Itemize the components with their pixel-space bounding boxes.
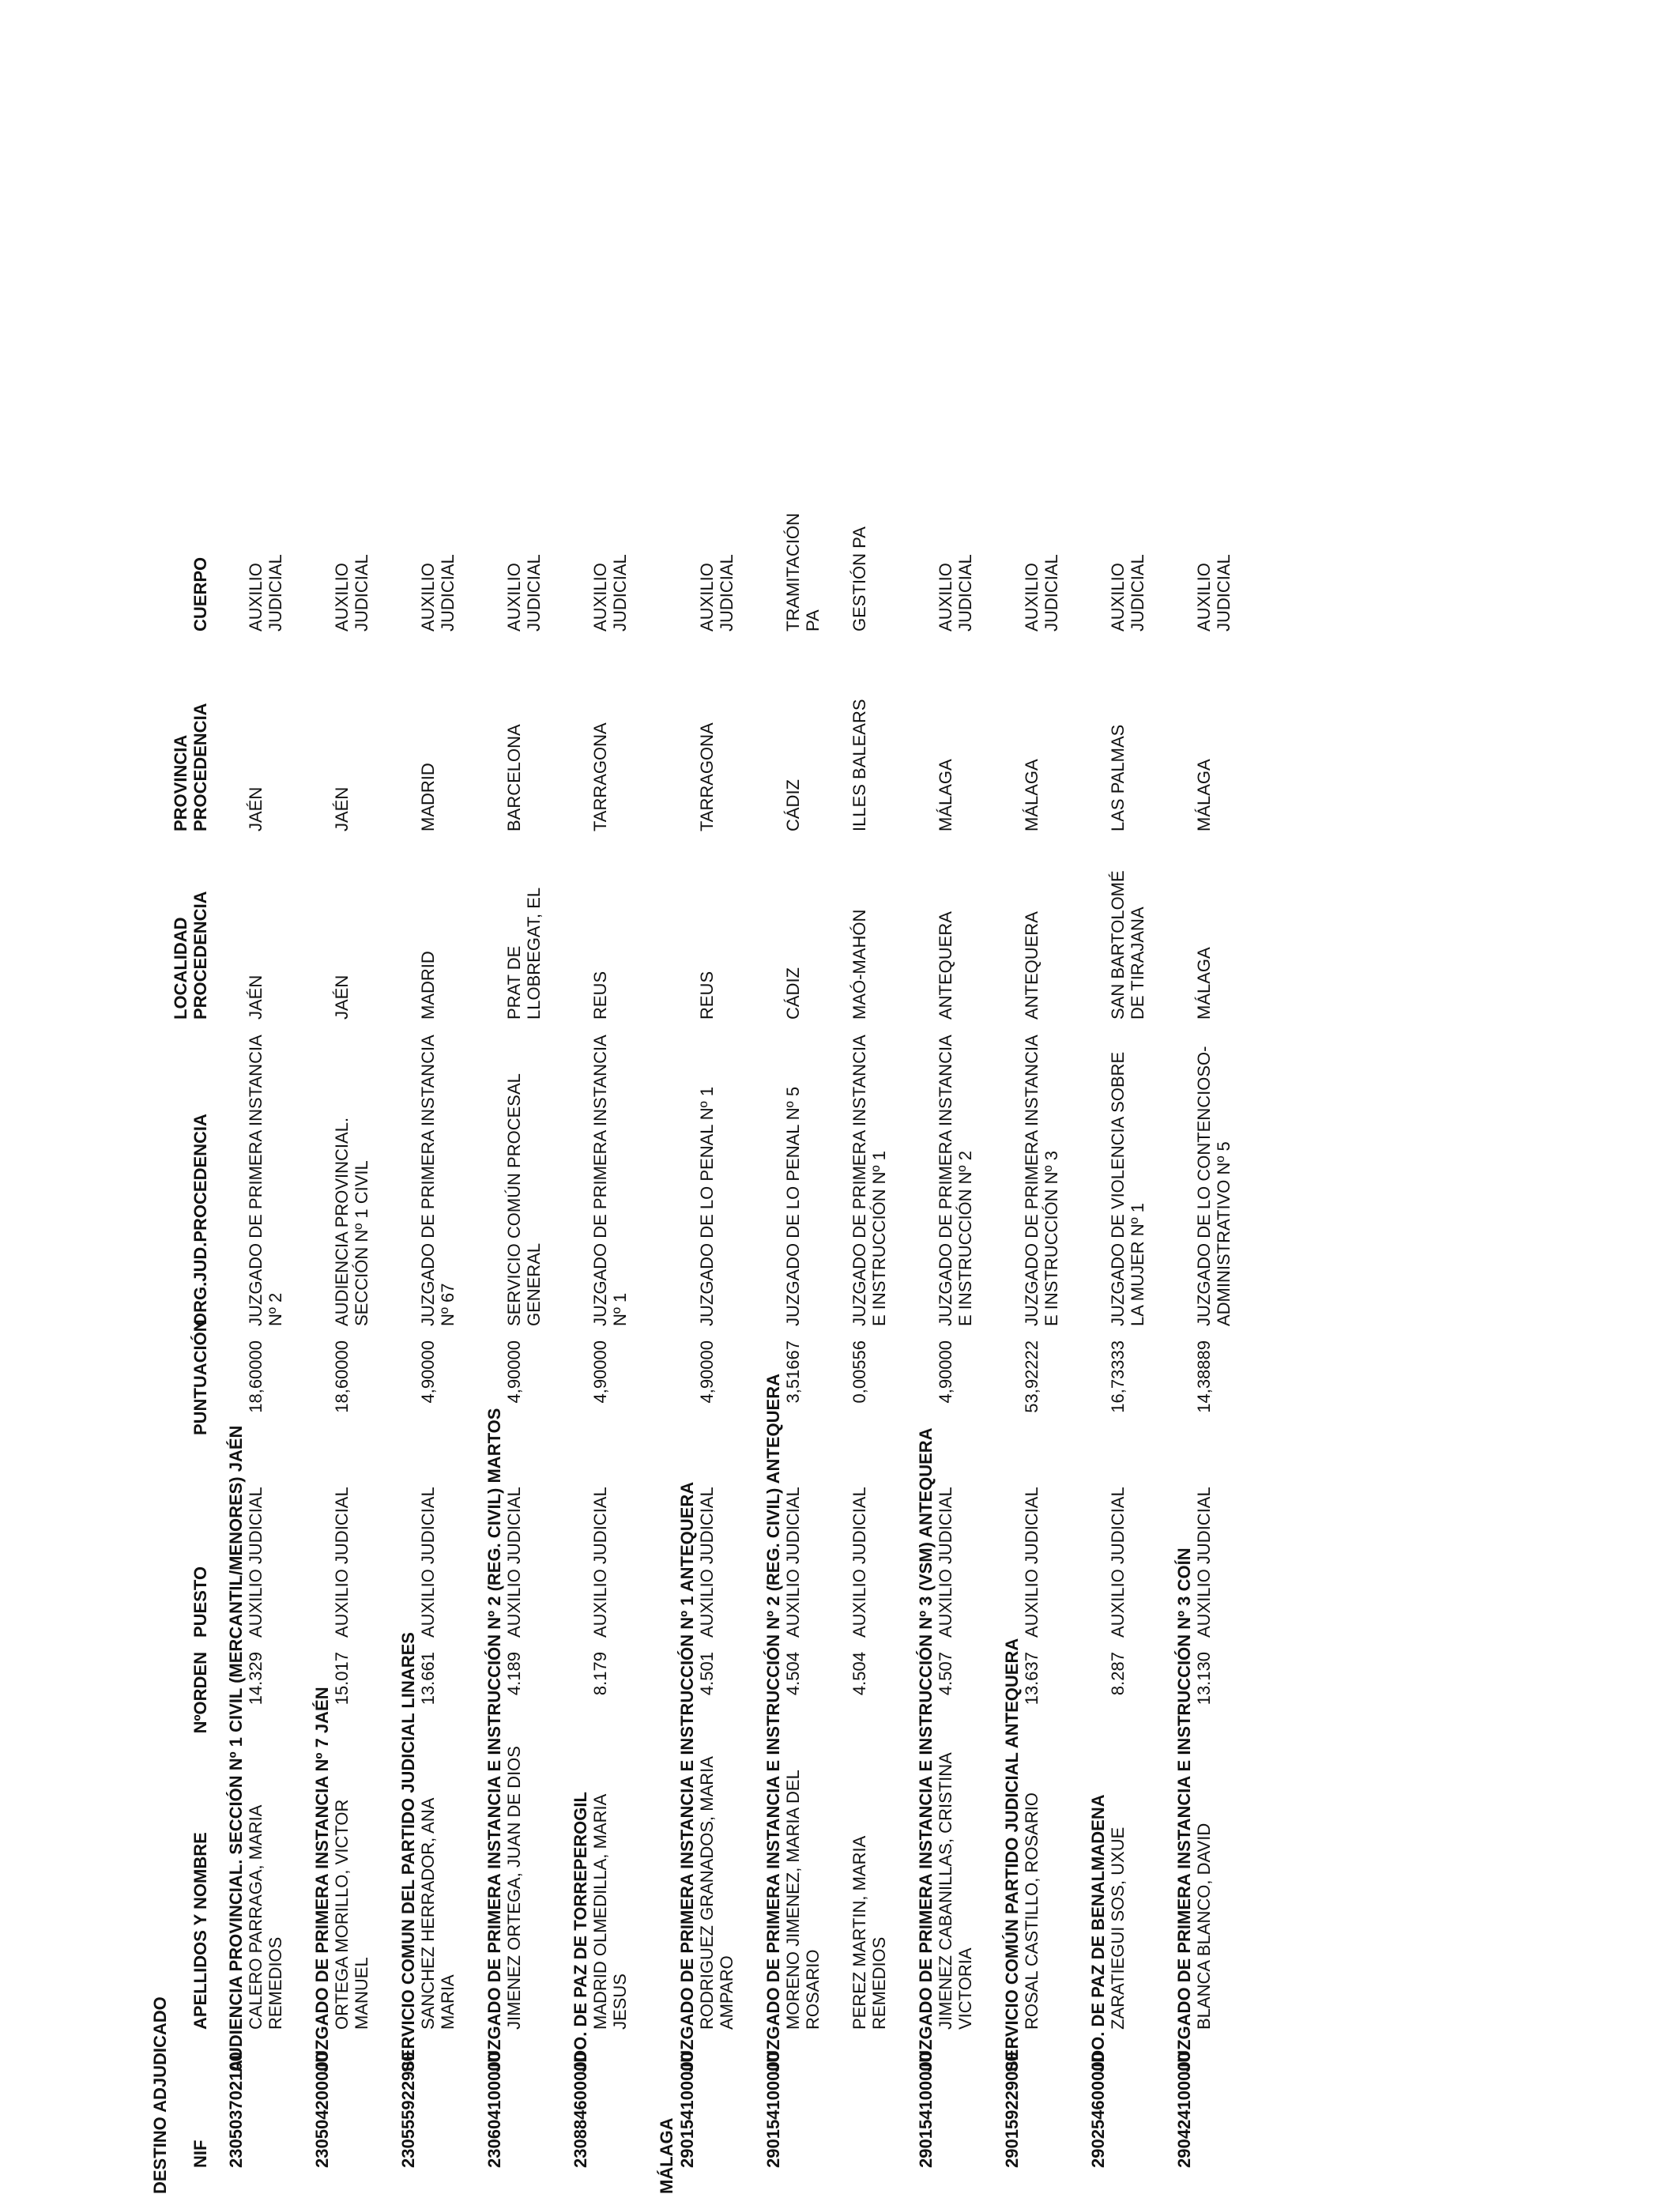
header-localidad: LOCALIDAD PROCEDENCIA: [171, 891, 210, 1020]
cell-cuerpo: AUXILIO JUDICIAL: [936, 554, 975, 631]
cell-provincia: CÁDIZ: [783, 779, 803, 831]
cell-localidad: MADRID: [418, 951, 438, 1020]
destination-nif: 290159229000: [1002, 2052, 1022, 2168]
cell-apellidos: PEREZ MARTIN, MARIA REMEDIOS: [849, 1836, 889, 2030]
cell-puntuacion: 0,00556: [849, 1340, 869, 1404]
cell-norden: 8.179: [590, 1652, 610, 1696]
destination-block: [1174, 0, 1260, 2194]
cell-cuerpo: AUXILIO JUDICIAL: [697, 554, 736, 631]
cell-puesto: AUXILIO JUDICIAL: [504, 1487, 524, 1638]
cell-provincia: TARRAGONA: [697, 722, 717, 831]
cell-apellidos: ORTEGA MORILLO, VICTOR MANUEL: [332, 1799, 371, 2030]
cell-provincia: MADRID: [418, 763, 438, 831]
cell-provincia: MÁLAGA: [1022, 759, 1042, 831]
cell-org: SERVICIO COMÚN PROCESAL GENERAL: [504, 1073, 544, 1326]
header-puntuacion: PUNTUACIÓN: [190, 1319, 210, 1435]
table-row: [783, 0, 823, 2194]
table-row: [936, 0, 975, 2194]
destination-heading: [1002, 0, 1022, 2194]
table-row: [332, 0, 371, 2194]
cell-localidad: SAN BARTOLOMÉ DE TIRAJANA: [1108, 870, 1147, 1020]
table-row: [697, 0, 736, 2194]
cell-cuerpo: AUXILIO JUDICIAL: [246, 554, 285, 631]
header-norden: NºORDEN: [190, 1652, 210, 1734]
table-row: [418, 0, 458, 2194]
province-heading: MÁLAGA: [657, 2117, 676, 2194]
cell-cuerpo: AUXILIO JUDICIAL: [1022, 554, 1061, 631]
cell-org: JUZGADO DE PRIMERA INSTANCIA E INSTRUCCIÓN Nº 3: [1022, 1035, 1061, 1326]
header-nif: NIF: [190, 2139, 210, 2168]
cell-apellidos: RODRIGUEZ GRANADOS, MARIA AMPARO: [697, 1757, 736, 2030]
cell-localidad: REUS: [590, 971, 610, 1020]
cell-org: JUZGADO DE LO CONTENCIOSO-ADMINISTRATIVO Nº 5: [1194, 1046, 1234, 1326]
destination-block: [1002, 0, 1088, 2194]
destination-organ: SERVICIO COMÚN PARTIDO JUDICIAL ANTEQUERA: [1002, 1638, 1022, 2072]
cell-localidad: REUS: [697, 971, 717, 1020]
destination-nif: 230504200000: [312, 2052, 332, 2168]
destination-organ: JDO. DE PAZ DE BENALMADENA: [1088, 1794, 1108, 2072]
cell-localidad: PRAT DE LLOBREGAT, EL: [504, 887, 544, 1020]
cell-provincia: TARRAGONA: [590, 722, 610, 831]
destination-nif: 230604100000: [484, 2052, 504, 2168]
table-row: [246, 0, 285, 2194]
cell-provincia: MÁLAGA: [936, 759, 955, 831]
cell-org: JUZGADO DE PRIMERA INSTANCIA E INSTRUCCIÓN Nº 1: [849, 1035, 889, 1326]
cell-puesto: AUXILIO JUDICIAL: [246, 1487, 266, 1638]
header-provincia: PROVINCIA PROCEDENCIA: [171, 703, 210, 831]
cell-norden: 4.501: [697, 1652, 717, 1696]
cell-puesto: AUXILIO JUDICIAL: [936, 1487, 955, 1638]
destination-organ: JUZGADO DE PRIMERA INSTANCIA E INSTRUCCIÓN Nº 2 (REG. CIVIL) ANTEQUERA: [763, 1374, 783, 2072]
destination-heading: [1174, 0, 1194, 2194]
cell-apellidos: JIMENEZ ORTEGA, JUAN DE DIOS: [504, 1746, 524, 2030]
cell-org: JUZGADO DE LO PENAL Nº 1: [697, 1086, 717, 1326]
destination-block: [398, 0, 484, 2194]
cell-apellidos: JIMENEZ CABANILLAS, CRISTINA VICTORIA: [936, 1753, 975, 2030]
destination-heading: [226, 0, 246, 2194]
table-row: [1022, 0, 1061, 2194]
cell-norden: 15.017: [332, 1652, 352, 1706]
table-row: [849, 0, 889, 2194]
table-row: [590, 0, 630, 2194]
destination-organ: JDO. DE PAZ DE TORREPEROGIL: [571, 1792, 590, 2072]
cell-puntuacion: 3,51667: [783, 1340, 803, 1404]
destination-nif: 290424100000: [1174, 2052, 1194, 2168]
cell-puesto: AUXILIO JUDICIAL: [418, 1487, 438, 1638]
cell-puesto: AUXILIO JUDICIAL: [697, 1487, 717, 1638]
cell-puntuacion: 14,38889: [1194, 1340, 1214, 1413]
destination-block: [1088, 0, 1174, 2194]
cell-localidad: ANTEQUERA: [1022, 911, 1042, 1020]
destination-nif: 230555922900: [398, 2052, 418, 2168]
cell-cuerpo: AUXILIO JUDICIAL: [1194, 554, 1234, 631]
cell-org: JUZGADO DE VIOLENCIA SOBRE LA MUJER Nº 1: [1108, 1051, 1147, 1326]
cell-cuerpo: AUXILIO JUDICIAL: [1108, 554, 1147, 631]
cell-provincia: MÁLAGA: [1194, 759, 1214, 831]
destination-block: [571, 0, 657, 2194]
destination-nif: 290154100000: [763, 2052, 783, 2168]
cell-apellidos: MORENO JIMENEZ, MARIA DEL ROSARIO: [783, 1770, 823, 2030]
cell-puesto: AUXILIO JUDICIAL: [1022, 1487, 1042, 1638]
table-header: [171, 0, 210, 2194]
cell-localidad: ANTEQUERA: [936, 911, 955, 1020]
cell-norden: 13.661: [418, 1652, 438, 1706]
destination-block: [677, 0, 763, 2194]
header-puesto: PUESTO: [190, 1566, 210, 1638]
cell-puesto: AUXILIO JUDICIAL: [1194, 1487, 1214, 1638]
cell-apellidos: SANCHEZ HERRADOR, ANA MARIA: [418, 1798, 458, 2030]
destination-organ: JUZGADO DE PRIMERA INSTANCIA Nº 7 JAÉN: [312, 1687, 332, 2072]
cell-cuerpo: AUXILIO JUDICIAL: [332, 554, 371, 631]
destination-block: [916, 0, 1002, 2194]
table-body: [210, 0, 1260, 2194]
destination-nif: 230884600000: [571, 2052, 590, 2168]
cell-norden: 4.504: [783, 1652, 803, 1696]
destination-block: [484, 0, 571, 2194]
destination-nif: 230503702100: [226, 2052, 246, 2168]
cell-puntuacion: 18,60000: [332, 1340, 352, 1413]
cell-provincia: BARCELONA: [504, 724, 524, 831]
header-apellidos: APELLIDOS Y NOMBRE: [190, 1832, 210, 2030]
destination-heading: [484, 0, 504, 2194]
cell-norden: 4.189: [504, 1652, 524, 1696]
cell-cuerpo: AUXILIO JUDICIAL: [590, 554, 630, 631]
destination-organ: JUZGADO DE PRIMERA INSTANCIA E INSTRUCCIÓN Nº 3 (VSM) ANTEQUERA: [916, 1427, 936, 2072]
destination-nif: 290154100000: [677, 2052, 697, 2168]
cell-localidad: MAÓ-MAHÓN: [849, 909, 869, 1020]
cell-localidad: MÁLAGA: [1194, 947, 1214, 1020]
destination-heading: [398, 0, 418, 2194]
destination-nif: 290154100000: [916, 2052, 936, 2168]
cell-org: JUZGADO DE LO PENAL Nº 5: [783, 1086, 803, 1326]
cell-cuerpo: GESTIÓN PA: [849, 526, 869, 631]
cell-puesto: AUXILIO JUDICIAL: [1108, 1487, 1128, 1638]
destination-heading: [763, 0, 783, 2194]
cell-puntuacion: 4,90000: [504, 1340, 524, 1404]
cell-cuerpo: AUXILIO JUDICIAL: [418, 554, 458, 631]
cell-localidad: CÁDIZ: [783, 967, 803, 1020]
cell-norden: 14.329: [246, 1652, 266, 1706]
cell-puntuacion: 4,90000: [697, 1340, 717, 1404]
destination-heading: [571, 0, 590, 2194]
cell-puntuacion: 18,60000: [246, 1340, 266, 1413]
cell-apellidos: MADRID OLMEDILLA, MARIA JESUS: [590, 1794, 630, 2030]
cell-provincia: ILLES BALEARS: [849, 699, 869, 831]
cell-org: JUZGADO DE PRIMERA INSTANCIA Nº 2: [246, 1035, 285, 1326]
cell-puntuacion: 4,90000: [590, 1340, 610, 1404]
cell-cuerpo: AUXILIO JUDICIAL: [504, 554, 544, 631]
cell-puntuacion: 53,92222: [1022, 1340, 1042, 1413]
cell-cuerpo: TRAMITACIÓN PA: [783, 513, 823, 631]
cell-puesto: AUXILIO JUDICIAL: [783, 1487, 803, 1638]
cell-norden: 4.507: [936, 1652, 955, 1696]
destination-heading: [1088, 0, 1108, 2194]
destination-heading: [916, 0, 936, 2194]
cell-localidad: JAÉN: [332, 974, 352, 1020]
destination-nif: 290254600000: [1088, 2052, 1108, 2168]
section-title: DESTINO ADJUDICADO: [150, 1996, 170, 2194]
cell-puntuacion: 4,90000: [936, 1340, 955, 1404]
destination-organ: AUDIENCIA PROVINCIAL. SECCIÓN Nº 1 CIVIL (MERCANTIL/MENORES) JAÉN: [226, 1425, 246, 2072]
cell-localidad: JAÉN: [246, 974, 266, 1020]
cell-provincia: JAÉN: [246, 786, 266, 831]
destination-heading: [312, 0, 332, 2194]
cell-puesto: AUXILIO JUDICIAL: [590, 1487, 610, 1638]
cell-org: AUDIENCIA PROVINCIAL. SECCIÓN Nº 1 CIVIL: [332, 1117, 371, 1326]
cell-norden: 13.637: [1022, 1652, 1042, 1706]
cell-provincia: LAS PALMAS: [1108, 724, 1128, 831]
destination-organ: JUZGADO DE PRIMERA INSTANCIA E INSTRUCCIÓN Nº 1 ANTEQUERA: [677, 1481, 697, 2072]
cell-puesto: AUXILIO JUDICIAL: [332, 1487, 352, 1638]
destination-heading: [677, 0, 697, 2194]
cell-norden: 13.130: [1194, 1652, 1214, 1706]
cell-apellidos: ZARATIEGUI SOS, UXUE: [1108, 1826, 1128, 2030]
cell-puntuacion: 4,90000: [418, 1340, 438, 1404]
cell-puesto: AUXILIO JUDICIAL: [849, 1487, 869, 1638]
cell-apellidos: CALERO PARRAGA, MARIA REMEDIOS: [246, 1805, 285, 2030]
cell-org: JUZGADO DE PRIMERA INSTANCIA Nº 1: [590, 1035, 630, 1326]
destination-organ: SERVICIO COMUN DEL PARTIDO JUDICIAL LINARES: [398, 1632, 418, 2072]
assignment-table: [150, 0, 1260, 2194]
cell-norden: 8.287: [1108, 1652, 1128, 1696]
destination-block: [226, 0, 312, 2194]
cell-puntuacion: 16,73333: [1108, 1340, 1128, 1413]
destination-organ: JUZGADO DE PRIMERA INSTANCIA E INSTRUCCIÓN Nº 3 COÍN: [1174, 1547, 1194, 2072]
table-row: [1194, 0, 1234, 2194]
cell-org: JUZGADO DE PRIMERA INSTANCIA Nº 67: [418, 1035, 458, 1326]
destination-block: [312, 0, 398, 2194]
cell-org: JUZGADO DE PRIMERA INSTANCIA E INSTRUCCIÓN Nº 2: [936, 1035, 975, 1326]
header-org: ORG.JUD.PROCEDENCIA: [190, 1114, 210, 1326]
cell-apellidos: ROSAL CASTILLO, ROSARIO: [1022, 1793, 1042, 2030]
cell-apellidos: BLANCA BLANCO, DAVID: [1194, 1823, 1214, 2030]
destination-block: [763, 0, 916, 2194]
cell-provincia: JAÉN: [332, 786, 352, 831]
table-row: [1108, 0, 1147, 2194]
destination-organ: JUZGADO DE PRIMERA INSTANCIA E INSTRUCCIÓN Nº 2 (REG. CIVIL) MARTOS: [484, 1408, 504, 2072]
table-row: [504, 0, 544, 2194]
header-cuerpo: CUERPO: [190, 556, 210, 631]
cell-norden: 4.504: [849, 1652, 869, 1696]
